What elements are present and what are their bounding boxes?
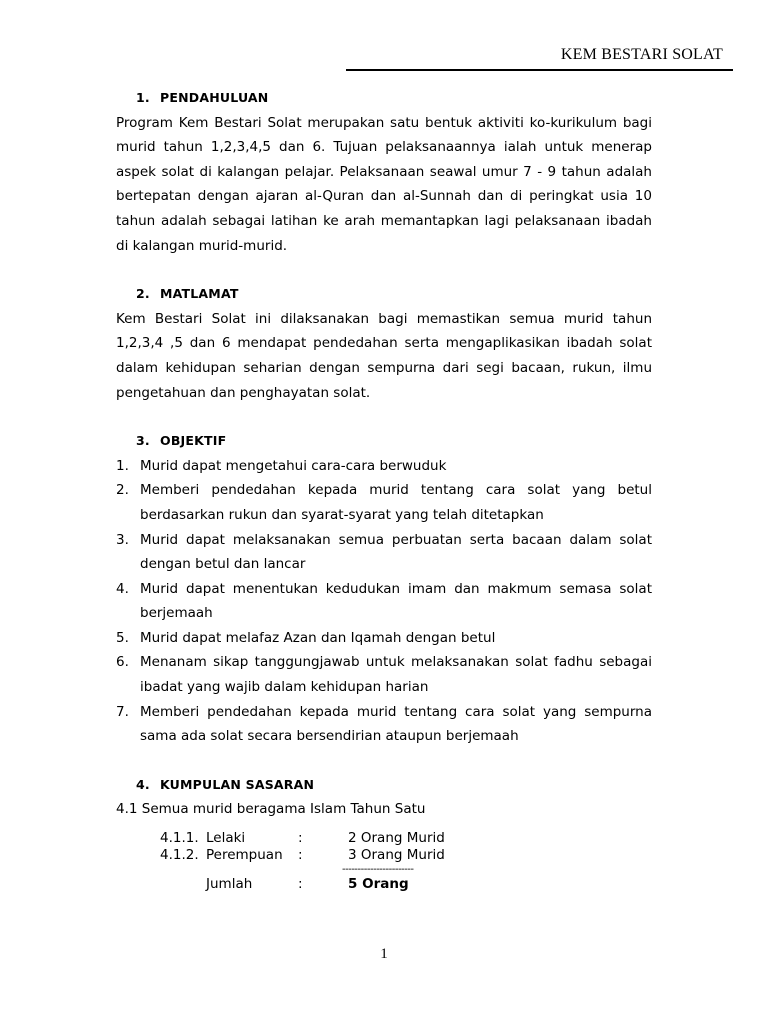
section-heading-objektif: 3. OBJEKTIF [136,433,227,449]
header-title: KEM BESTARI SOLAT [560,46,723,63]
header-rule [346,69,733,71]
list-item: 2. Memberi pendedahan kepada murid tentang cara solat yang betul berdasarkan rukun dan syarat-syarat yang telah ditetapkan [116,482,652,523]
list-item: 6. Menanam sikap tanggungjawab untuk melaksanakan solat fadhu sebagai ibadat yang wajib dalam kehidupan harian [116,654,652,696]
total-divider: ----------------------- [342,864,414,876]
sasaran-subheading: 4.1 Semua murid beragama Islam Tahun Satu [116,801,426,818]
total-row: Jumlah : 5 Orang [206,876,409,893]
page-number: 1 [380,946,388,962]
table-row: 4.1.2. Perempuan : 3 Orang Murid [160,847,445,864]
list-item: 4. Murid dapat menentukan kedudukan imam dan makmum semasa solat berjemaah [116,580,652,622]
table-row: 4.1.1. Lelaki : 2 Orang Murid [160,830,445,847]
list-item: 5. Murid dapat melafaz Azan dan Iqamah dengan betul [116,629,496,646]
list-item: 3. Murid dapat melaksanakan semua perbuatan serta bacaan dalam solat dengan betul dan lancar [116,531,652,573]
matlamat-paragraph: Kem Bestari Solat ini dilaksanakan bagi memastikan semua murid tahun 1,2,3,4 ,5 dan 6 mendapat pendedahan serta mengaplikasikan ibadah solat dalam kehidupan seharian dengan sempurna dari segi bacaan, rukun, ilmu pengetahuan dan penghayatan solat. [116,310,652,401]
section-heading-matlamat: 2. MATLAMAT [136,286,239,302]
list-item: 1. Murid dapat mengetahui cara-cara berwuduk [116,457,447,474]
section-heading-pendahuluan: 1. PENDAHULUAN [136,90,269,105]
pendahuluan-paragraph: Program Kem Bestari Solat merupakan satu bentuk aktiviti ko-kurikulum bagi murid tahun 1,2,3,4,5 dan 6. Tujuan pelaksanaannya ialah untuk menerap aspek solat di kalangan pelajar. Pelaksanaan seawal umur 7 - 9 tahun adalah bertepatan dengan ajaran al-Quran dan al-Sunnah dan di peringkat usia 10 tahun adalah sebagai latihan ke arah memantapkan lagi pelaksanaan ibadah di kalangan murid-murid. [116,114,652,254]
document-body [116,86,652,893]
section-heading-kumpulan-sasaran: 4. KUMPULAN SASARAN [136,776,315,792]
list-item: 7. Memberi pendedahan kepada murid tentang cara solat yang sempurna sama ada solat secara bersendirian ataupun berjemaah [116,703,652,745]
objektif-list [116,454,652,749]
sasaran-table [160,830,652,893]
